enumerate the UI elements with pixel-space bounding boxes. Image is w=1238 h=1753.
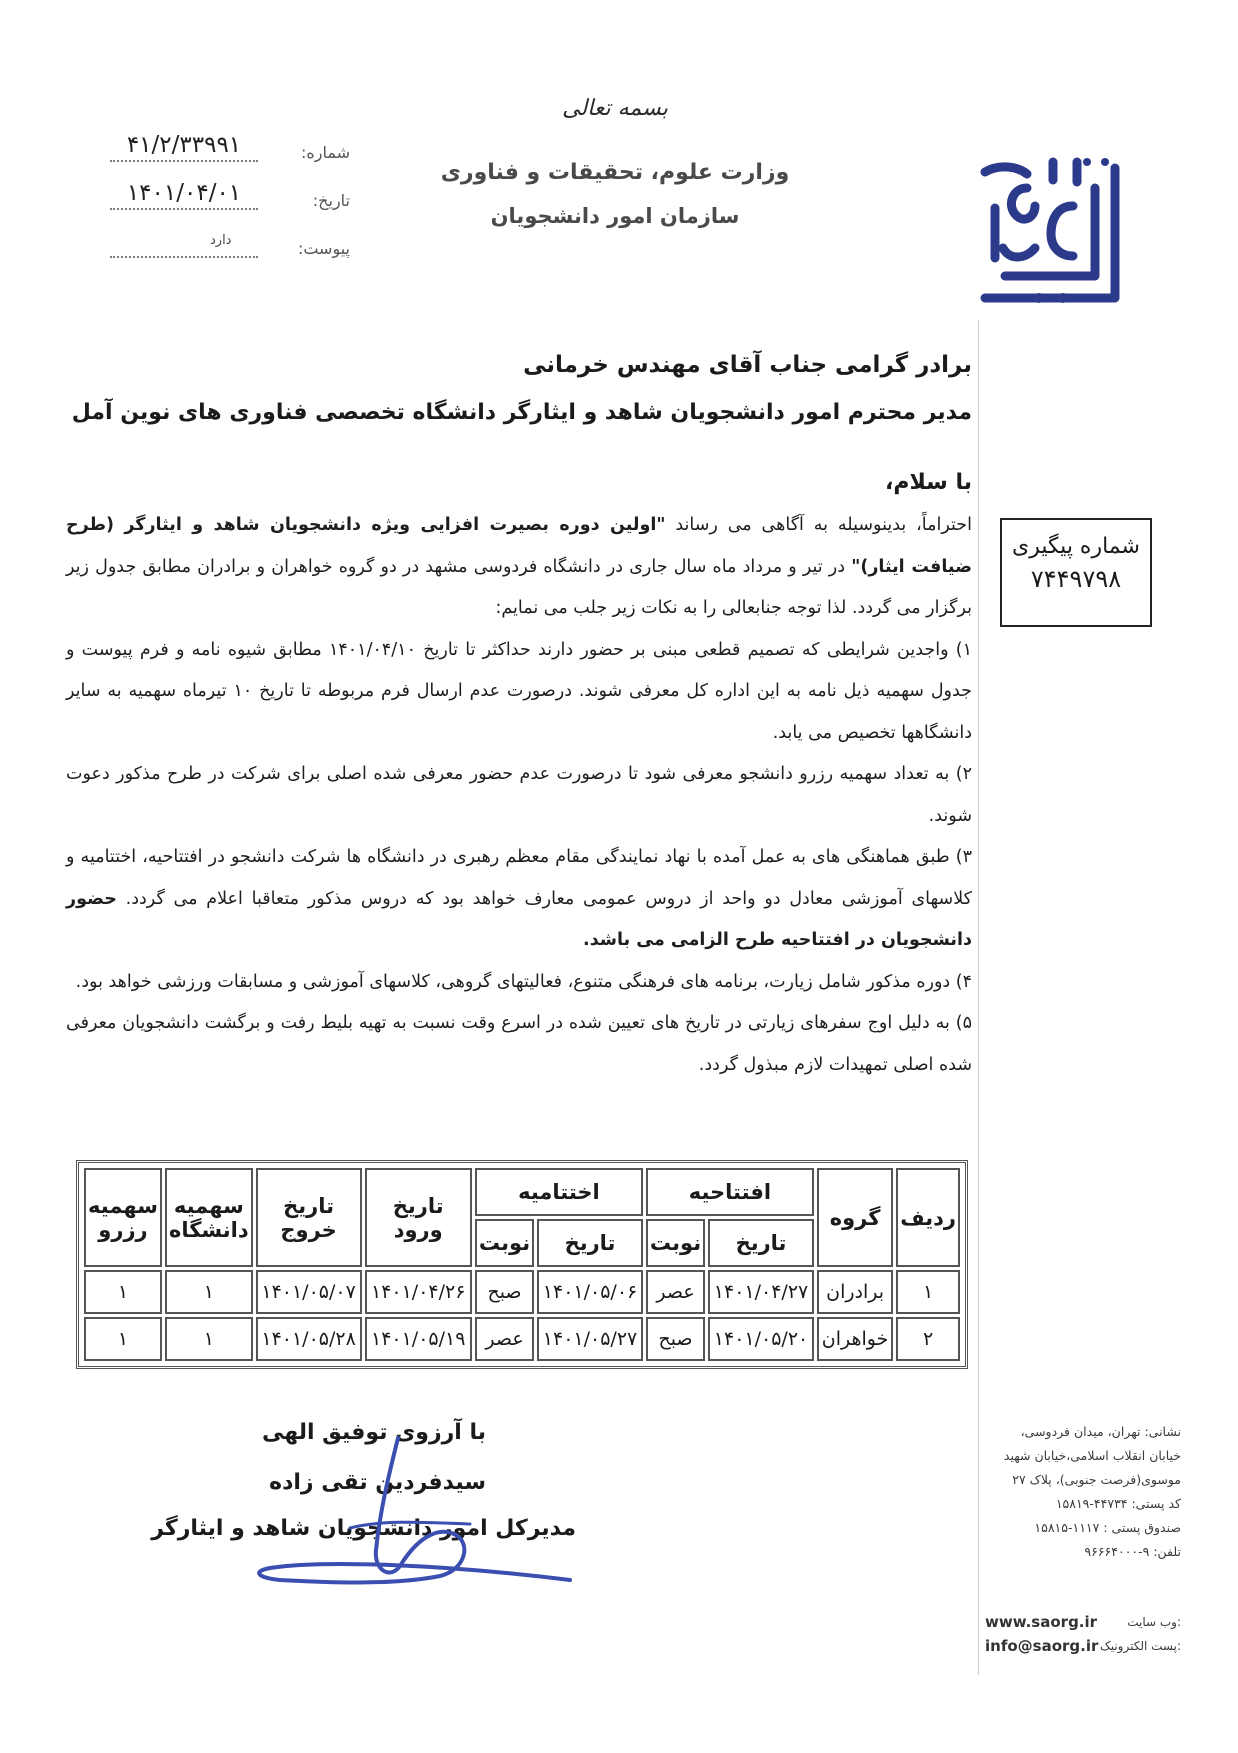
po-box: صندوق پستی : ۱۱۱۷-۱۵۸۱۵ [1034,1520,1181,1535]
addressee-line-2: مدیر محترم امور دانشجویان شاهد و ایثارگر دانشگاه تخصصی فناوری های نوین آمل [71,400,972,425]
header-departure: تاریخ خروج [256,1168,362,1267]
header-closing: اختتامیه [475,1168,643,1216]
letter-number-label: شماره: [300,143,350,162]
address-line: موسوی(فرصت جنوبی)، پلاک ۲۷ [1012,1472,1181,1487]
address-line: خیابان انقلاب اسلامی،خیابان شهید [1003,1448,1181,1463]
footer-contact [985,1610,1181,1658]
tracking-number-value: ۷۴۴۹۷۹۸ [1030,565,1122,593]
header-opening-date: تاریخ [708,1219,814,1267]
phone: تلفن: ۹-۹۶۶۶۴۰۰۰ [1084,1544,1181,1559]
attachment-value: دارد [210,233,232,248]
cell-opening-shift: صبح [646,1317,705,1361]
table-header-row [84,1168,960,1216]
item-3 [66,837,972,962]
website-row [985,1610,1181,1634]
cell-university-quota: ۱ [165,1270,253,1314]
cell-university-quota: ۱ [165,1317,253,1361]
cell-group: برادران [817,1270,893,1314]
tracking-number-box [1000,518,1152,627]
margin-divider [978,320,979,1675]
cell-group: خواهران [817,1317,893,1361]
signer-position: مدیرکل امور دانشجویان شاهد و ایثارگر [151,1516,576,1541]
dotted-line [110,208,258,210]
letter-body [66,505,972,1086]
item-1: ۱) واجدین شرایطی که تصمیم قطعی مبنی بر حضور دارند حداکثر تا تاریخ ۱۴۰۱/۰۴/۱۰ مطابق شیوه نامه و فرم پیوست و جدول سهمیه ذیل نامه به این اداره کل معرفی شوند. درصورت عدم ارسال فرم مربوطه تا تاریخ ۱۰ تیرماه سهمیه به سایر دانشگاهها تخصیص می یابد. [66,639,972,743]
cell-arrival: ۱۴۰۱/۰۵/۱۹ [365,1317,472,1361]
cell-closing-shift: صبح [475,1270,534,1314]
cell-departure: ۱۴۰۱/۰۵/۰۷ [256,1270,362,1314]
cell-row-number: ۱ [896,1270,960,1314]
schedule-table-wrapper [76,1160,968,1369]
intro-text-cont: در تیر و مرداد ماه سال جاری در دانشگاه فردوسی مشهد در دو گروه خواهران و برادران مطابق جدول زیر برگزار می گردد. لذا توجه جنابعالی را به نکات زیر جلب می نمایم: [66,556,972,618]
email-link[interactable]: info@saorg.ir [985,1637,1099,1655]
item-3-emphasis: حضور دانشجویان در افتتاحیه طرح الزامی می باشد. [66,888,972,950]
cell-arrival: ۱۴۰۱/۰۴/۲۶ [365,1270,472,1314]
intro-text: احتراماً، بدینوسیله به آگاهی می رساند [665,515,972,535]
tracking-number-label: شماره پیگیری [1012,534,1140,559]
header-group: گروه [817,1168,893,1267]
table-row [84,1270,960,1314]
organization-name: سازمان امور دانشجویان [490,204,740,228]
header-opening: افتتاحیه [646,1168,814,1216]
email-row [985,1634,1181,1658]
table-row [84,1317,960,1361]
cell-reserve-quota: ۱ [84,1317,162,1361]
attachment-label: پیوست: [297,239,350,258]
greeting: با سلام، [884,470,972,495]
ministry-name: وزارت علوم، تحقیقات و فناوری [440,160,790,185]
cell-closing-date: ۱۴۰۱/۰۵/۰۶ [537,1270,643,1314]
attachment-row [110,226,350,266]
letter-number-row [110,130,350,170]
dotted-line [110,256,258,258]
cell-closing-shift: عصر [475,1317,534,1361]
cell-departure: ۱۴۰۱/۰۵/۲۸ [256,1317,362,1361]
footer-address [985,1420,1181,1564]
handwritten-signature [240,1430,600,1600]
header-reserve-quota: سهمیه رزرو [84,1168,162,1267]
letter-number-value: ۴۱/۲/۳۳۹۹۱ [126,132,242,158]
intro-paragraph [66,505,972,630]
header-closing-shift: نوبت [475,1219,534,1267]
header-arrival: تاریخ ورود [365,1168,472,1267]
cell-opening-shift: عصر [646,1270,705,1314]
cell-reserve-quota: ۱ [84,1270,162,1314]
signer-name: سیدفردین تقی زاده [269,1470,486,1495]
closing-phrase: با آرزوی توفیق الهی [261,1420,486,1445]
header-opening-shift: نوبت [646,1219,705,1267]
item-4: ۴) دوره مذکور شامل زیارت، برنامه های فرهنگی متنوع، فعالیتهای گروهی، کلاسهای آموزشی و مسابقات ورزشی خواهد بود. [75,971,972,992]
organization-logo [965,148,1127,326]
addressee-line-1: برادر گرامی جناب آقای مهندس خرمانی [523,352,972,378]
cell-closing-date: ۱۴۰۱/۰۵/۲۷ [537,1317,643,1361]
letter-date-label: تاریخ: [312,191,350,210]
item-3-text: ۳) طبق هماهنگی های به عمل آمده با نهاد نمایندگی مقام معظم رهبری در دانشگاه ها شرکت دانشجو در افتتاحیه، اختتامیه و کلاسهای آموزشی معادل دو واحد از دروس عمومی معارف خواهد بود که دروس مذکور متعاقبا اعلام می گردد. [66,847,972,909]
course-title: "اولین دوره بصیرت افزایی ویژه دانشجویان شاهد و ایثارگر (طرح ضیافت ایثار)" [66,515,972,577]
item-5: ۵) به دلیل اوج سفرهای زیارتی در تاریخ های تعیین شده در اسرع وقت نسبت به تهیه بلیط رفت و برگشت دانشجویان معرفی شده اصلی تمهیدات لازم مبذول گردد. [66,1013,972,1075]
address-line: نشانی: تهران، میدان فردوسی، [1020,1424,1181,1439]
basmala: بسمه تعالی [562,96,668,121]
letter-date-value: ۱۴۰۱/۰۴/۰۱ [126,180,242,206]
header-university-quota: سهمیه دانشگاه [165,1168,253,1267]
cell-opening-date: ۱۴۰۱/۰۴/۲۷ [708,1270,814,1314]
postal-code: کد پستی: ۴۴۷۳۴-۱۵۸۱۹ [1055,1496,1181,1511]
cell-row-number: ۲ [896,1317,960,1361]
item-2: ۲) به تعداد سهمیه رزرو دانشجو معرفی شود تا درصورت عدم حضور معرفی شده اصلی برای شرکت در طرح مذکور دعوت شوند. [66,764,972,826]
header-closing-date: تاریخ [537,1219,643,1267]
schedule-table [81,1165,963,1364]
header-row-number: ردیف [896,1168,960,1267]
letter-date-row [110,178,350,218]
cell-opening-date: ۱۴۰۱/۰۵/۲۰ [708,1317,814,1361]
website-label: وب سایت: [1127,1615,1181,1629]
email-label: پست الکترونیک: [1099,1639,1181,1653]
dotted-line [110,160,258,162]
website-link[interactable]: www.saorg.ir [985,1613,1098,1631]
